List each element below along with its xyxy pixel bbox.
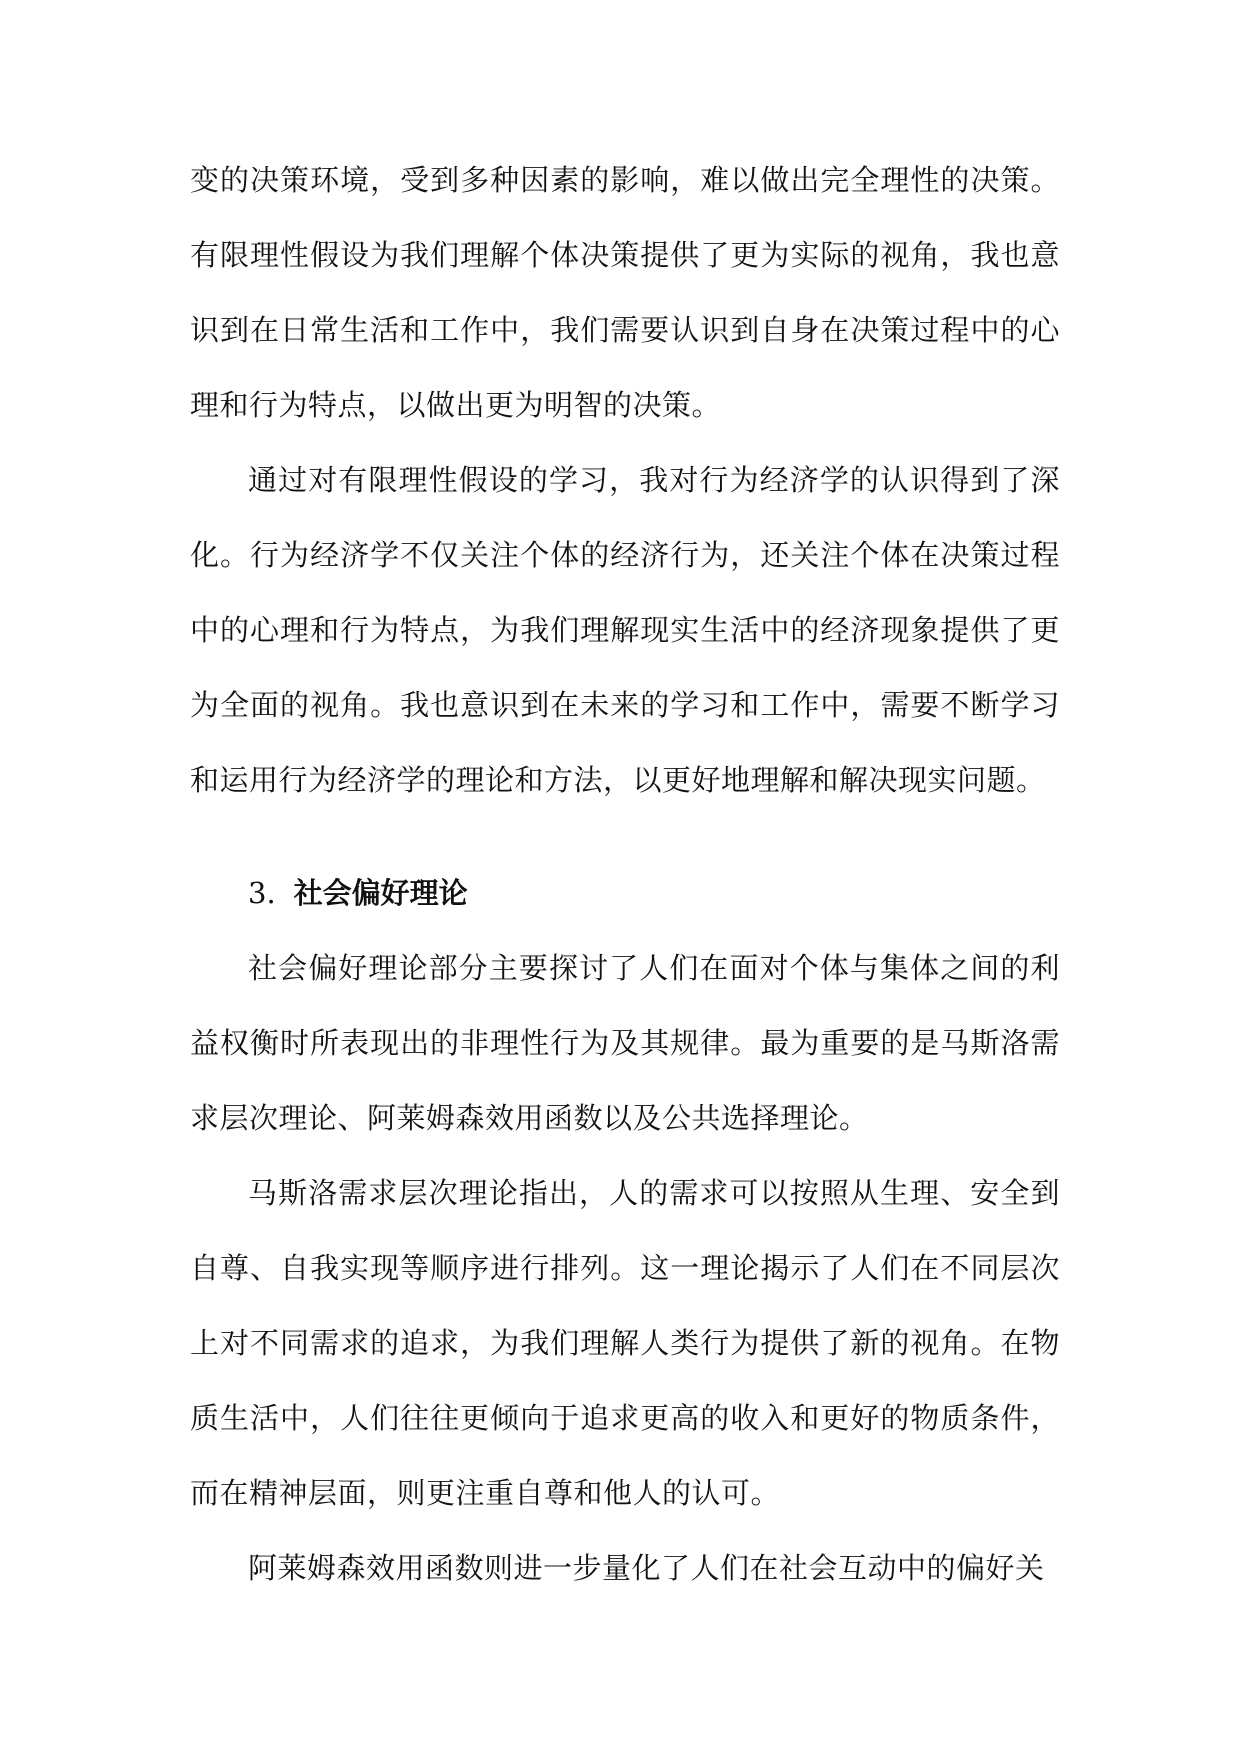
paragraph-utility-function: 阿莱姆森效用函数则进一步量化了人们在社会互动中的偏好关 [248,1551,1045,1585]
section-number: 3. [248,876,276,910]
section-title: 社会偏好理论 [293,876,468,910]
paragraph-bounded-rationality-summary: 通过对有限理性假设的学习，我对行为经济学的认识得到了深化。行为经济学不仅关注个体的经济行为，还关注个体在决策过程中的心理和行为特点，为我们理解现实生活中的经济现象提供了更为全面的视角。我也意识到在未来的学习和工作中，需要不断学习和运用行为经济学的理论和方法，以更好地理解和解决现实问题。 [190,463,1060,797]
paragraph-maslow: 马斯洛需求层次理论指出，人的需求可以按照从生理、安全到自尊、自我实现等顺序进行排列。这一理论揭示了人们在不同层次上对不同需求的追求，为我们理解人类行为提供了新的视角。在物质生活中，人们往往更倾向于追求更高的收入和更好的物质条件，而在精神层面，则更注重自尊和他人的认可。 [190,1176,1060,1510]
section-heading [190,856,1060,931]
paragraph-social-preference-intro: 社会偏好理论部分主要探讨了人们在面对个体与集体之间的利益权衡时所表现出的非理性行为及其规律。最为重要的是马斯洛需求层次理论、阿莱姆森效用函数以及公共选择理论。 [190,951,1060,1135]
document-body [190,143,1060,1606]
paragraph-continuation: 变的决策环境，受到多种因素的影响，难以做出完全理性的决策。有限理性假设为我们理解个体决策提供了更为实际的视角，我也意识到在日常生活和工作中，我们需要认识到自身在决策过程中的心理和行为特点，以做出更为明智的决策。 [190,163,1060,422]
